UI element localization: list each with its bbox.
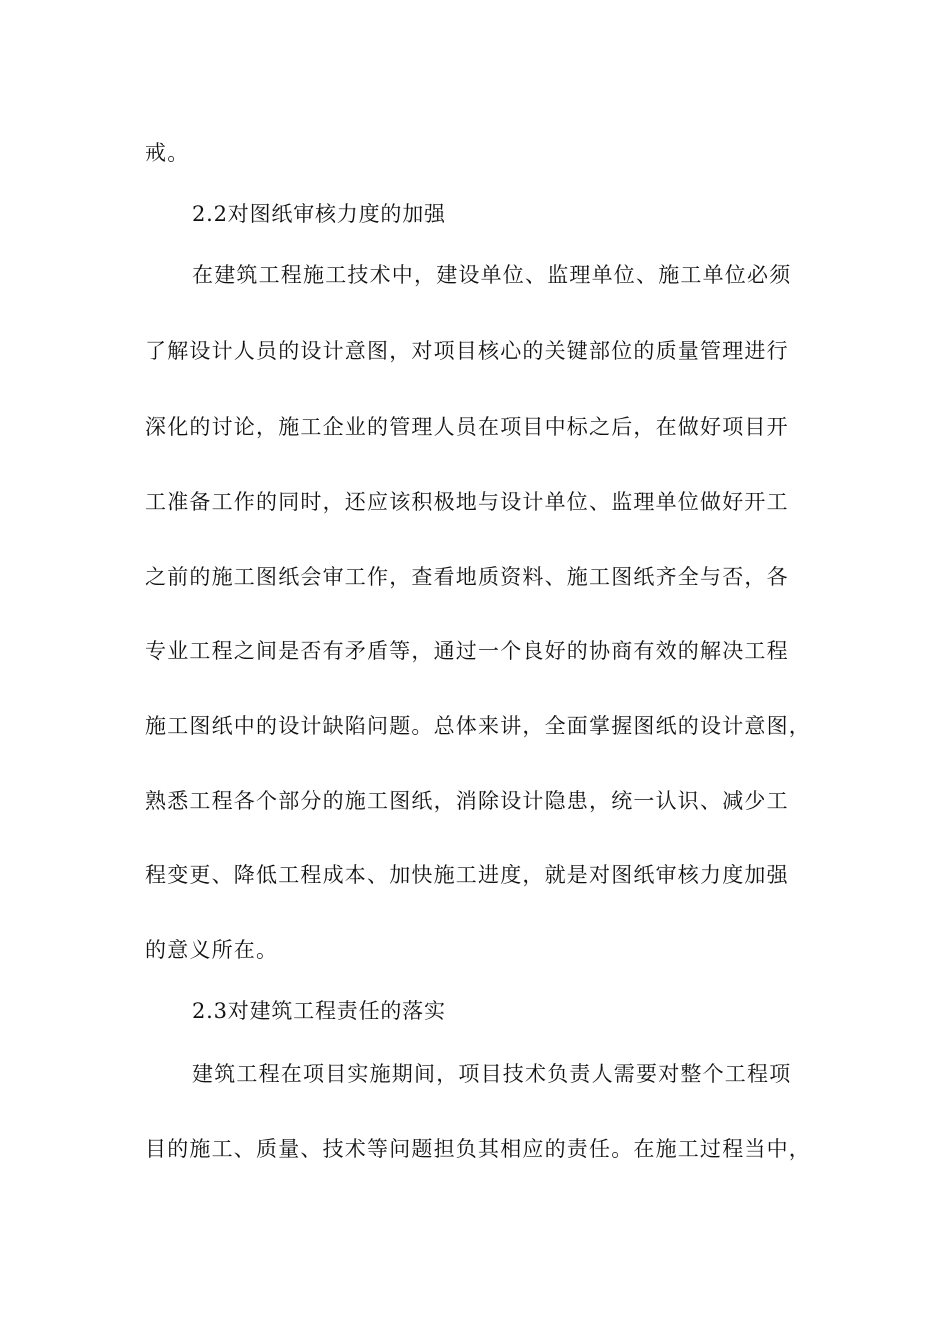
paragraph-line: 目的施工、质量、技术等问题担负其相应的责任。在施工过程当中，	[145, 1137, 811, 1161]
paragraph-line: 了解设计人员的设计意图，对项目核心的关键部位的质量管理进行	[145, 339, 789, 363]
paragraph-line: 深化的讨论，施工企业的管理人员在项目中标之后，在做好项目开	[145, 415, 789, 439]
paragraph-line: 的意义所在。	[145, 938, 279, 962]
paragraph-line: 专业工程之间是否有矛盾等，通过一个良好的协商有效的解决工程	[145, 639, 789, 663]
paragraph-line: 之前的施工图纸会审工作，查看地质资料、施工图纸齐全与否，各	[145, 565, 789, 589]
paragraph-line: 施工图纸中的设计缺陷问题。总体来讲，全面掌握图纸的设计意图，	[145, 714, 811, 738]
paragraph-line-continuation: 戒。	[145, 141, 190, 165]
paragraph-line: 在建筑工程施工技术中，建设单位、监理单位、施工单位必须	[192, 263, 792, 287]
paragraph-line: 工准备工作的同时，还应该积极地与设计单位、监理单位做好开工	[145, 490, 789, 514]
paragraph-line: 熟悉工程各个部分的施工图纸，消除设计隐患，统一认识、减少工	[145, 789, 789, 813]
section-heading-2-2: 2.2对图纸审核力度的加强	[192, 202, 446, 226]
section-heading-2-3: 2.3对建筑工程责任的落实	[192, 999, 446, 1023]
paragraph-line: 建筑工程在项目实施期间，项目技术负责人需要对整个工程项	[192, 1062, 792, 1086]
paragraph-line: 程变更、降低工程成本、加快施工进度，就是对图纸审核力度加强	[145, 863, 789, 887]
